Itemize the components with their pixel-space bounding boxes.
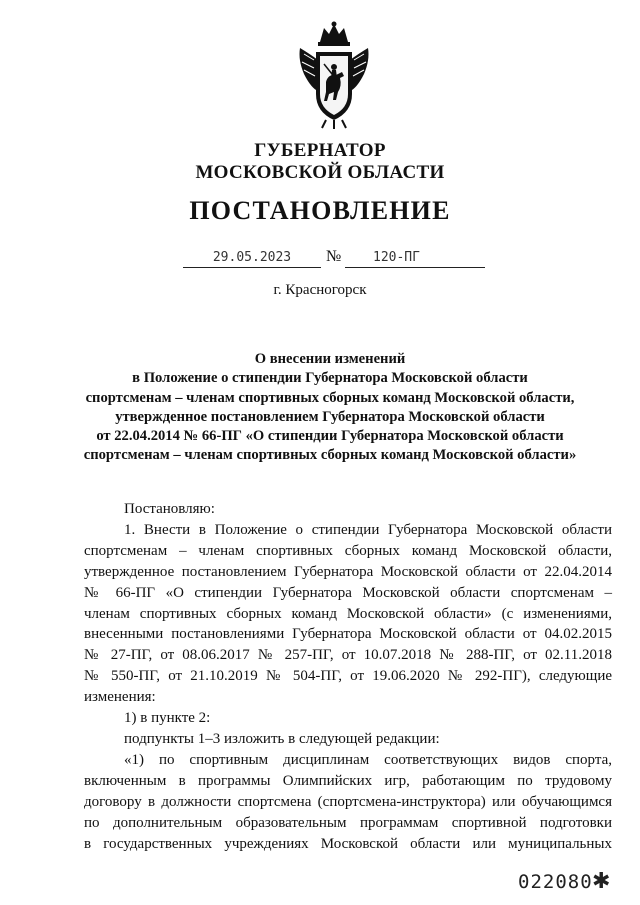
authority-title-line2: МОСКОВСКОЙ ОБЛАСТИ <box>195 162 445 183</box>
body-line: договору в должности спортсмена (спортсмена-инструктора) или обучающимся <box>84 793 612 810</box>
body-line: внесенными постановлениями Губернатора Московской области от 04.02.2015 <box>84 626 612 643</box>
subpoint-description: подпункты 1–3 изложить в следующей редакции: <box>124 730 440 747</box>
document-title <box>60 350 600 466</box>
serial-stamp-number: 022080 <box>518 871 593 893</box>
body-line: № 550-ПГ, от 21.10.2019 № 504-ПГ, от 19.06.2020 № 292-ПГ), следующие <box>84 668 612 685</box>
asterisk-stamp-icon: ✱ <box>592 868 611 893</box>
title-line: спортсменам – членам спортивных сборных команд Московской области» <box>83 447 577 464</box>
body-line: «1) по спортивным дисциплинам соответствующих видов спорта, <box>124 751 612 768</box>
title-line: в Положение о стипендии Губернатора Московской области <box>132 370 528 387</box>
intro-paragraph: Постановляю: <box>124 501 215 517</box>
point-1 <box>84 520 612 708</box>
title-line: О внесении изменений <box>254 351 406 367</box>
city-name: г. Красногорск <box>273 282 367 298</box>
document-type: ПОСТАНОВЛЕНИЕ <box>189 196 451 225</box>
document-date: 29.05.2023 <box>183 249 321 268</box>
body-line: в государственных учреждениях Московской области или муниципальных <box>84 835 612 852</box>
body-line: изменения: <box>84 689 156 706</box>
quoted-text <box>84 750 612 855</box>
title-line: от 22.04.2014 № 66-ПГ «О стипендии Губернатора Московской области <box>96 428 564 445</box>
body-line: членам спортивных сборных команд Московской области» (с изменениями, <box>84 605 612 622</box>
number-sign: № <box>326 248 342 265</box>
body-line: включенным в программы Олимпийских игр, работающим по трудовому <box>84 772 612 789</box>
body-line: № 27-ПГ, от 08.06.2017 № 257-ПГ, от 10.07.2018 № 288-ПГ, от 02.11.2018 <box>84 647 612 664</box>
body-line: утвержденное постановлением Губернатора Московской области от 22.04.2014 <box>84 563 612 580</box>
body-line: № 66-ПГ «О стипендии Губернатора Московской области спортсменам – <box>84 584 612 601</box>
subpoint-paragraph: 1) в пункте 2: <box>124 710 211 727</box>
document-body <box>84 499 612 854</box>
date-number-row <box>0 249 640 271</box>
title-line: утвержденное постановлением Губернатора Московской области <box>115 408 545 425</box>
body-line: 1. Внести в Положение о стипендии Губернатора Московской области <box>124 521 612 538</box>
document-number-field <box>345 249 485 268</box>
authority-title-line1: ГУБЕРНАТОР <box>254 140 386 161</box>
body-line: спортсменам – членам спортивных сборных команд Московской области, <box>84 542 612 559</box>
title-line: спортсменам – членам спортивных сборных команд Московской области, <box>85 389 575 406</box>
coat-of-arms-emblem <box>296 20 372 130</box>
document-number: 120-ПГ <box>373 250 420 265</box>
body-line: по дополнительным образовательным программам спортивной подготовки <box>84 814 612 831</box>
